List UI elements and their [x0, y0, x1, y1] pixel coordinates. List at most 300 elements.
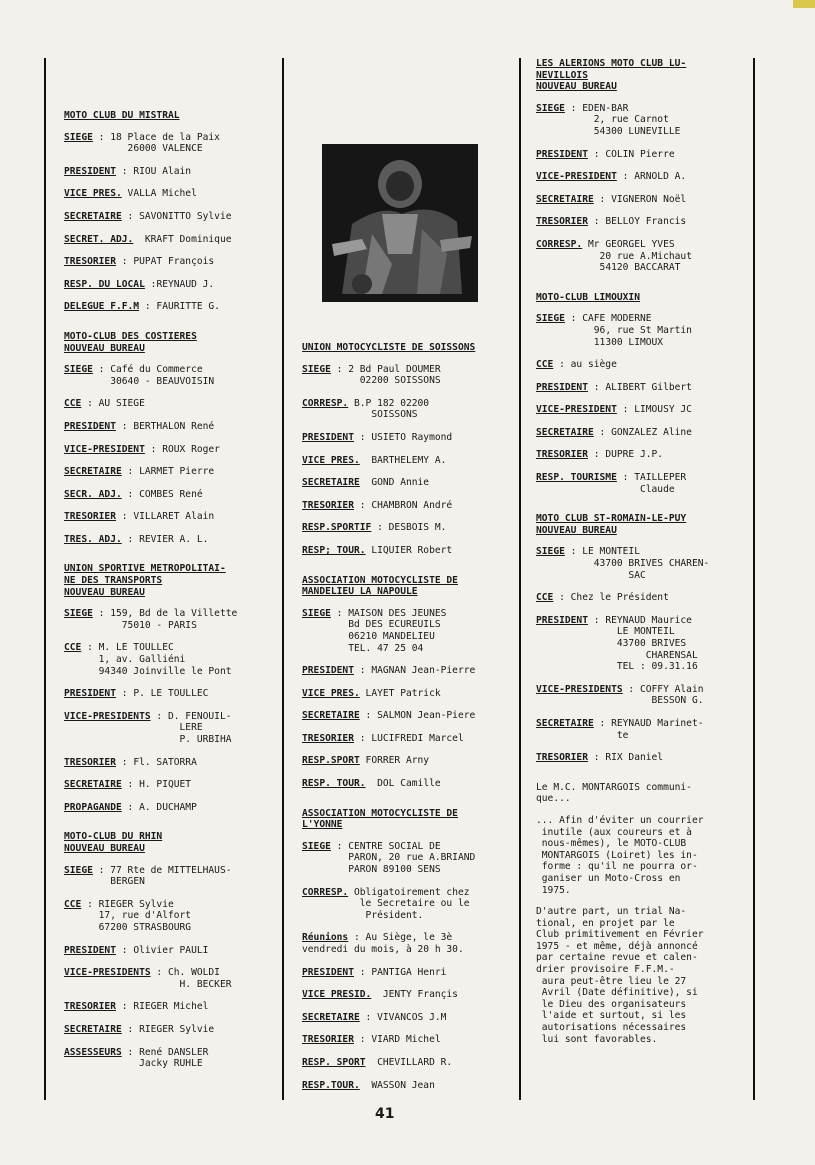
entry-separator: :	[564, 102, 583, 114]
entry-value: CAFE MODERNE 96, rue St Martin 11300 LIMOUX	[582, 313, 692, 348]
entry-label: TRESORIER	[64, 256, 116, 268]
entry-value: Obligatoirement chez le Secretaire ou le Président.	[354, 886, 470, 921]
entry-label: SIEGE	[536, 546, 565, 558]
entry-separator: :	[371, 522, 389, 534]
entry-value: Ch. WOLDI H. BECKER	[167, 967, 232, 990]
club-title-line: LES ALERIONS MOTO CLUB LU-	[536, 58, 687, 69]
entry-value: VIARD Michel	[371, 1034, 441, 1046]
entry-value: ALIBERT Gilbert	[605, 381, 692, 393]
entry-value: Mr GEORGEL YVES 20 rue A.Michaut 54120 BACCARAT	[588, 238, 692, 274]
entry-label: CCE	[64, 898, 82, 910]
entry-separator: :	[587, 381, 606, 393]
entry-row	[64, 534, 276, 546]
entry-value: Au Siège, le 3è	[365, 932, 453, 944]
column-3	[536, 58, 750, 1055]
entry-label: SIEGE	[302, 607, 331, 619]
entry-separator: :	[353, 732, 372, 744]
entry-separator: :	[144, 278, 157, 290]
entry-row	[64, 421, 276, 433]
entry-label: TRESORIER	[302, 1034, 354, 1046]
entry-separator: :	[150, 710, 168, 722]
entry-row	[302, 455, 516, 467]
entry-separator: :	[115, 1001, 134, 1013]
club-title	[64, 831, 276, 854]
entry-value: RIEGER Michel	[133, 1001, 209, 1013]
entry-value: LE MONTEIL 43700 BRIVES CHAREN- SAC	[582, 546, 710, 581]
entry-value: RIEGER Sylvie	[139, 1023, 215, 1035]
entry-value: P. LE TOULLEC	[133, 688, 209, 700]
entry-row	[536, 615, 750, 673]
entry-row	[64, 865, 276, 888]
entry-separator	[360, 455, 372, 467]
entry-row	[302, 432, 516, 444]
entry-separator: :	[115, 165, 134, 177]
club-title-line: UNION SPORTIVE METROPOLITAI-	[64, 563, 226, 575]
entry-separator: :	[81, 642, 99, 654]
column-rule-middle-left	[282, 58, 284, 1100]
entry-separator: :	[92, 131, 111, 143]
entry-value: MAISON DES JEUNES Bd DES ECUREUILS 06210 MANDELIEU TEL. 47 25 04	[348, 607, 447, 654]
entry-row	[302, 665, 516, 677]
entry-label: CCE	[64, 642, 82, 654]
entry-label: Réunions	[302, 932, 349, 944]
entry-value: au siège	[570, 359, 617, 371]
announcement	[536, 782, 750, 1045]
entry-value: DOL Camille	[377, 778, 441, 790]
entry-value: 77 Rte de MITTELHAUS- BERGEN	[110, 864, 232, 888]
entry-value: DESBOIS M.	[388, 522, 447, 534]
entry-label: DELEGUE F.F.M	[64, 301, 140, 313]
entry-label: VICE PRESID.	[302, 989, 372, 1001]
entry-separator: :	[622, 683, 640, 695]
entry-row	[536, 449, 750, 461]
entry-row	[302, 1057, 516, 1069]
entry-value: 18 Place de la Paix 26000 VALENCE	[110, 131, 220, 155]
column-rule-middle-right	[519, 58, 521, 1100]
entry-separator	[360, 1080, 372, 1092]
entry-label: PRESIDENT	[536, 381, 588, 393]
entry-value: SAVONITTO Sylvie	[139, 210, 232, 222]
entry-separator: :	[144, 443, 163, 455]
entry-separator: :	[121, 533, 140, 545]
entry-label: SIEGE	[64, 364, 93, 376]
entry-value: B.P 182 02200 SOISSONS	[354, 397, 430, 421]
club-block	[536, 58, 750, 274]
entry-label: TRESORIER	[536, 216, 588, 228]
entry-value: Café du Commerce 30640 - BEAUVOISIN	[110, 364, 215, 387]
entry-label: SECRETAIRE	[302, 1011, 360, 1023]
club-block	[302, 342, 516, 557]
entry-separator: :	[92, 364, 111, 376]
club-title-line: NE DES TRANSPORTS	[64, 575, 163, 587]
entry-label: RESP.TOUR.	[302, 1079, 360, 1091]
entry-separator: :	[92, 864, 111, 876]
entry-label: PRESIDENT	[64, 165, 116, 177]
entry-label: SIEGE	[64, 608, 93, 620]
entry-label: CORRESP.	[302, 397, 349, 409]
entry-label: RESP. TOURISME	[536, 472, 617, 484]
entry-value: LARMET Pierre	[139, 466, 215, 478]
entry-row-wrap	[302, 932, 516, 955]
entry-label: TRESORIER	[536, 752, 588, 764]
entry-row	[536, 194, 750, 206]
entry-value: LAYET Patrick	[365, 687, 441, 699]
entry-value: ROUX Roger	[162, 443, 220, 455]
entry-row	[64, 466, 276, 478]
entry-row	[64, 444, 276, 456]
entry-separator: :	[353, 499, 372, 511]
entry-row	[64, 132, 276, 155]
entry-label: CCE	[536, 359, 554, 371]
entry-label: SECRETAIRE	[64, 466, 122, 478]
entry-label: SECRETAIRE	[302, 710, 360, 722]
club-title	[64, 331, 276, 354]
entry-separator: :	[81, 898, 99, 910]
entry-row	[302, 688, 516, 700]
entry-row	[536, 592, 750, 604]
entry-label: TRES. ADJ.	[64, 533, 122, 545]
entry-separator: :	[587, 148, 606, 160]
entry-row	[64, 256, 276, 268]
club-title-line: MOTO-CLUB DES COSTIERES	[64, 330, 197, 342]
entry-row	[64, 234, 276, 246]
entry-value: GOND Annie	[371, 477, 430, 489]
entry-value: VALLA Michel	[127, 188, 197, 200]
entry-label: SECRETAIRE	[64, 210, 122, 222]
entry-separator: :	[121, 801, 140, 813]
column-1	[64, 58, 276, 1088]
entry-label: VICE PRES.	[302, 687, 360, 699]
club-title-line: MANDELIEU LA NAPOULE	[302, 586, 418, 598]
entry-value: GONZALEZ Aline	[611, 426, 692, 438]
entry-separator: :	[593, 193, 612, 205]
entry-separator: :	[564, 546, 583, 558]
entry-row	[302, 608, 516, 654]
entry-label: SECRETAIRE	[64, 779, 122, 791]
entry-value: ARNOLD A.	[634, 171, 687, 183]
entry-value: KRAFT Dominique	[144, 233, 232, 245]
club-block	[302, 575, 516, 790]
entry-separator	[366, 1057, 378, 1069]
club-title	[536, 58, 750, 93]
entry-row	[536, 216, 750, 228]
entry-label: PRESIDENT	[536, 614, 588, 626]
entry-separator: :	[115, 756, 134, 768]
entry-row	[302, 1080, 516, 1092]
entry-separator: :	[121, 488, 140, 500]
entry-row	[64, 301, 276, 313]
entry-row	[64, 688, 276, 700]
entry-separator: :	[330, 363, 349, 375]
entry-label: TRESORIER	[302, 732, 354, 744]
club-title	[302, 808, 516, 831]
entry-row	[302, 522, 516, 534]
entry-row	[302, 398, 516, 421]
entry-row	[536, 752, 750, 764]
club-title-line: ASSOCIATION MOTOCYCLISTE DE	[302, 807, 458, 819]
entry-row	[536, 427, 750, 439]
club-title-line: MOTO-CLUB LIMOUXIN	[536, 291, 640, 303]
entry-row	[64, 945, 276, 957]
entry-separator: :	[553, 359, 571, 371]
entry-value: FAURITTE G.	[156, 301, 220, 313]
entry-value: REYNAUD J.	[156, 278, 215, 290]
entry-value: LUCIFREDI Marcel	[371, 732, 464, 744]
club-title-line: NOUVEAU BUREAU	[64, 586, 145, 598]
entry-separator: :	[115, 420, 134, 432]
entry-value: USIETO Raymond	[371, 431, 453, 443]
entry-value: COFFY Alain BESSON G.	[639, 683, 704, 707]
entry-label: VICE-PRESIDENT	[64, 443, 145, 455]
entry-row	[64, 779, 276, 791]
entry-value: BERTHALON René	[133, 420, 215, 432]
entry-row	[64, 1024, 276, 1036]
entry-row	[64, 899, 276, 934]
entry-row	[536, 684, 750, 707]
entry-value: 159, Bd de la Villette 75010 - PARIS	[110, 608, 238, 631]
club-title	[536, 292, 750, 304]
entry-separator: :	[121, 1046, 140, 1058]
entry-separator: :	[616, 404, 635, 416]
entry-label: RESP.SPORT	[302, 755, 360, 767]
entry-row	[302, 778, 516, 790]
entry-label: VICE-PRESIDENTS	[64, 710, 151, 722]
entry-label: TRESORIER	[302, 499, 354, 511]
entry-row	[536, 171, 750, 183]
entry-row	[536, 546, 750, 581]
entry-value: LIMOUSY JC	[634, 404, 692, 416]
club-title-line: NEVILLOIS	[536, 69, 588, 81]
entry-row	[302, 364, 516, 387]
entry-label: SECRETAIRE	[536, 717, 594, 729]
entry-separator: :	[587, 216, 606, 228]
entry-separator: :	[115, 944, 134, 956]
entry-row	[302, 1012, 516, 1024]
entry-label: PRESIDENT	[64, 420, 116, 432]
entry-row	[302, 733, 516, 745]
entry-label: SIEGE	[536, 102, 565, 114]
club-title	[536, 513, 750, 536]
entry-separator: :	[115, 511, 134, 523]
entry-separator: :	[587, 752, 606, 764]
entry-value: RIX Daniel	[605, 752, 664, 764]
club-title	[64, 110, 276, 122]
entry-label: SECRET. ADJ.	[64, 233, 134, 245]
entry-value: René DANSLER Jacky RUHLE	[139, 1046, 209, 1070]
announcement-paragraph: Le M.C. MONTARGOIS communi- que...	[536, 781, 692, 805]
entry-row	[302, 841, 516, 876]
entry-row	[302, 887, 516, 922]
entry-row	[536, 404, 750, 416]
entry-label: RESP. SPORT	[302, 1056, 366, 1068]
entry-row	[302, 755, 516, 767]
entry-separator: :	[330, 607, 349, 619]
entry-label: TRESORIER	[64, 756, 116, 768]
entry-value: TAILLEPER Claude	[634, 472, 687, 495]
entry-row	[64, 757, 276, 769]
column-rule-right	[753, 58, 755, 1100]
entry-row	[536, 103, 750, 138]
entry-separator: :	[553, 592, 571, 604]
entry-separator: :	[359, 1011, 378, 1023]
entry-row	[302, 932, 516, 944]
entry-value: WASSON Jean	[371, 1079, 435, 1091]
entry-separator	[371, 989, 383, 1001]
entry-label: SIEGE	[64, 131, 93, 143]
entry-value: Olivier PAULI	[133, 944, 209, 956]
club-block	[302, 808, 516, 1092]
entry-value: AU SIEGE	[98, 398, 145, 410]
entry-label: CORRESP.	[536, 238, 583, 250]
club-title	[64, 563, 276, 598]
entry-row	[64, 642, 276, 677]
entry-label: SIEGE	[536, 313, 565, 325]
entry-separator: :	[115, 688, 134, 700]
entry-separator: :	[121, 1023, 140, 1035]
club-title-line: ASSOCIATION MOTOCYCLISTE DE	[302, 574, 458, 586]
corner-tab	[793, 0, 815, 8]
entry-value: COLIN Pierre	[605, 148, 675, 160]
entry-label: VICE-PRESIDENTS	[64, 967, 151, 979]
entry-separator: :	[353, 1034, 372, 1046]
club-title-line: NOUVEAU BUREAU	[64, 342, 145, 354]
entry-label: PROPAGANDE	[64, 801, 122, 813]
club-title-line: NOUVEAU BUREAU	[64, 842, 145, 854]
entry-value: H. PIQUET	[139, 779, 192, 791]
entry-row	[302, 710, 516, 722]
entry-separator: :	[353, 966, 372, 978]
entry-value: RIOU Alain	[133, 165, 192, 177]
entry-row	[64, 398, 276, 410]
club-title	[302, 575, 516, 598]
entry-row	[64, 511, 276, 523]
entry-separator: :	[81, 398, 99, 410]
page-number: 41	[375, 1106, 395, 1122]
entry-row	[64, 211, 276, 223]
entry-separator: :	[139, 301, 157, 313]
club-block	[536, 292, 750, 496]
entry-separator: :	[348, 932, 366, 944]
entry-label: ASSESSEURS	[64, 1046, 122, 1058]
entry-label: SECRETAIRE	[64, 1023, 122, 1035]
club-block	[64, 110, 276, 313]
entry-separator: :	[593, 426, 612, 438]
club-title-line: L'YONNE	[302, 819, 343, 831]
entry-separator: :	[92, 608, 111, 620]
entry-separator: :	[616, 472, 635, 484]
entry-value: Chez le Président	[570, 592, 669, 604]
entry-row	[302, 477, 516, 489]
entry-label: VICE-PRESIDENTS	[536, 683, 623, 695]
entry-value: VILLARET Alain	[133, 511, 215, 523]
entry-separator: :	[587, 614, 606, 626]
entry-label: PRESIDENT	[302, 966, 354, 978]
entry-row	[536, 718, 750, 741]
entry-continuation: vendredi du mois, à 20 h 30.	[302, 944, 464, 955]
entry-row	[302, 967, 516, 979]
entry-label: TRESORIER	[64, 1001, 116, 1013]
entry-row	[64, 188, 276, 200]
club-title-line: NOUVEAU BUREAU	[536, 81, 617, 93]
entry-row	[64, 802, 276, 814]
entry-label: TRESORIER	[536, 449, 588, 461]
entry-label: VICE-PRESIDENT	[536, 171, 617, 183]
entry-separator: :	[121, 779, 140, 791]
entry-row	[64, 489, 276, 501]
entry-row	[536, 313, 750, 348]
entry-value: A. DUCHAMP	[139, 801, 197, 813]
entry-value: CENTRE SOCIAL DE PARON, 20 rue A.BRIAND PARON 89100 SENS	[348, 840, 476, 876]
entry-row	[302, 989, 516, 1001]
entry-value: PANTIGA Henri	[371, 966, 447, 978]
entry-value: VIVANCOS J.M	[377, 1011, 447, 1023]
club-title-line: MOTO CLUB ST-ROMAIN-LE-PUY	[536, 513, 687, 525]
entry-label: SECRETAIRE	[536, 426, 594, 438]
entry-value: CHAMBRON André	[371, 499, 453, 511]
entry-row	[64, 166, 276, 178]
entry-separator	[366, 778, 378, 790]
club-block	[64, 331, 276, 546]
entry-value: REYNAUD Marinet- te	[611, 717, 704, 741]
entry-label: PRESIDENT	[302, 431, 354, 443]
entry-row	[536, 239, 750, 274]
club-block	[64, 831, 276, 1069]
entry-value: REYNAUD Maurice LE MONTEIL 43700 BRIVES CHARENSAL TEL : 09.31.16	[605, 614, 698, 673]
announcement-paragraph: ... Afin d'éviter un courrier inutile (aux coureurs et à nous-mêmes), le MOTO-CLUB MONTARGOIS (Loiret) les in- forme : qu'il ne pourra or- ganiser un Moto-Cross en 1975.	[536, 814, 704, 896]
entry-separator: :	[115, 256, 134, 268]
entry-label: VICE-PRESIDENT	[536, 404, 617, 416]
club-title-line: UNION MOTOCYCLISTE DE SOISSONS	[302, 342, 476, 353]
entry-label: SECRETAIRE	[302, 477, 360, 489]
entry-row	[64, 1047, 276, 1070]
entry-label: PRESIDENT	[64, 688, 116, 700]
entry-separator	[360, 477, 372, 489]
entry-separator: :	[564, 313, 583, 325]
entry-separator: :	[353, 665, 372, 677]
entry-row	[536, 149, 750, 161]
photo-icon	[322, 144, 478, 302]
entry-label: RESP.SPORTIF	[302, 522, 372, 534]
entry-label: CCE	[536, 592, 554, 604]
entry-value: REVIER A. L.	[139, 533, 209, 545]
entry-row	[64, 1001, 276, 1013]
entry-label: PRESIDENT	[302, 665, 354, 677]
entry-separator: :	[359, 710, 378, 722]
entry-label: SIEGE	[302, 840, 331, 852]
club-block	[64, 563, 276, 813]
entry-separator: :	[150, 967, 168, 979]
entry-row	[64, 608, 276, 631]
club-title-line: MOTO-CLUB DU RHIN	[64, 831, 163, 843]
entry-value: SALMON Jean-Piere	[377, 710, 476, 722]
club-block	[536, 513, 750, 764]
column-2	[302, 58, 516, 1109]
entry-value: DUPRE J.P.	[605, 449, 664, 461]
entry-value: BELLOY Francis	[605, 216, 687, 228]
entry-value: Fl. SATORRA	[133, 756, 197, 768]
entry-label: RESP. TOUR.	[302, 778, 366, 790]
entry-label: TRESORIER	[64, 511, 116, 523]
entry-label: PRESIDENT	[64, 944, 116, 956]
entry-label: RESP. DU LOCAL	[64, 278, 145, 290]
entry-value: MAGNAN Jean-Pierre	[371, 665, 476, 677]
column-rule-left	[44, 58, 46, 1100]
entry-separator: :	[587, 449, 606, 461]
entry-label: CORRESP.	[302, 886, 349, 898]
entry-value: EDEN-BAR 2, rue Carnot 54300 LUNEVILLE	[582, 102, 681, 137]
motorcycle-rider-photo	[322, 144, 478, 302]
entry-row	[64, 711, 276, 746]
